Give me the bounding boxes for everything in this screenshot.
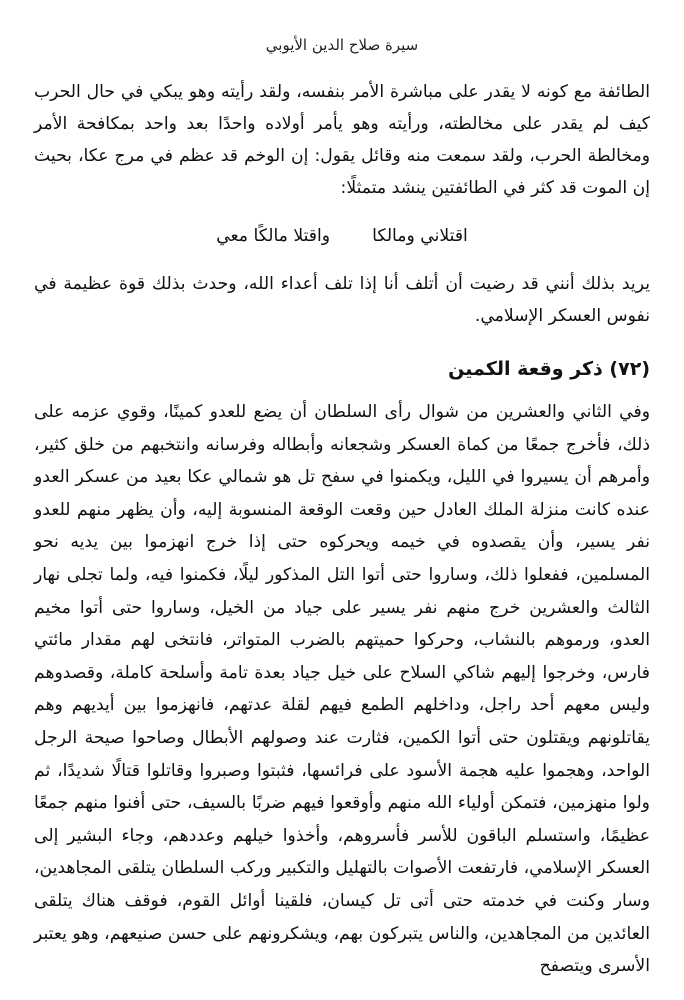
paragraph-1: الطائفة مع كونه لا يقدر على مباشرة الأمر بنفسه، ولقد رأيته وهو يبكي في حال الحرب كيف لم يقدر على مخالطته، ورأيته وهو يأمر أولاده واحدًا بعد واحد بمكافحة الأمر ومخالطة الحرب، ولقد سمعت منه وقائل يقول: إن الوخم قد عظم في مرج عكا، بحيث إن الموت قد كثر في الطائفتين ينشد متمثلًا:	[34, 82, 650, 198]
poetry-verse	[34, 220, 650, 252]
section-heading: (٧٢) ذكر وقعة الكمين	[448, 358, 650, 380]
verse-second-hemistich: واقتلا مالكًا معي	[216, 226, 331, 246]
paragraph-3: وفي الثاني والعشرين من شوال رأى السلطان أن يضع للعدو كمينًا، وقوي عزمه على ذلك، فأخرج جمعًا من كماة العسكر وشجعانه وأبطاله وفرسانه وانتخبهم من خلق كثير، وأمرهم أن يسيروا في الليل، ويكمنوا في سفح تل هو شمالي عكا بعيد من عسكر العدو عنده كانت منزلة الملك العادل حين وقعت الوقعة المنسوبة إليه، وأن يظهر منهم للعدو نفر يسير، وأن يقصدوه في خيمه ويحركوه حتى إذا خرج انهزموا بين يديه نحو المسلمين، ففعلوا ذلك، وساروا حتى أتوا التل المذكور ليلًا، فكمنوا فيه، ولما تجلى نهار الثالث والعشرين خرج منهم نفر يسير على جياد من الخيل، وساروا حتى أتوا مخيم العدو، ورموهم بالنشاب، وحركوا حميتهم بالضرب المتواتر، فانتخى لهم مقدار مائتي فارس، وخرجوا إليهم شاكي السلاح على خيل جياد بعدة تامة وأسلحة كاملة، وقصدوهم وليس معهم أحد راجل، وداخلهم الطمع فيهم لقلة عدتهم، فانهزموا بين أيديهم وهم يقاتلونهم ويقتلون حتى أتوا الكمين، فثارت عند وصولهم الأبطال وصاحوا صيحة الرجل الواحد، وهجموا عليه هجمة الأسود على فرائسها، فثبتوا وصبروا وقاتلوا قتالًا شديدًا، ثم ولوا منهزمين، فتمكن أولياء الله منهم وأوقعوا فيهم ضربًا بالسيف، حتى أفنوا منهم جمعًا عظيمًا، واستسلم الباقون للأسر فأسروهم، وأخذوا خيلهم وعددهم، وجاء البشير إلى العسكر الإسلامي، فارتفعت الأصوات بالتهليل والتكبير وركب السلطان يتلقى المجاهدين، وسار وكنت في خدمته حتى أتى تل كيسان، فلقينا أوائل القوم، فوقف هناك يتلقى العائدين من المجاهدين، والناس يتبركون بهم، ويشكرونهم على حسن صنيعهم، وهو يعتبر الأسرى ويتصفح	[34, 402, 650, 977]
paragraph-2: يريد بذلك أنني قد رضيت أن أتلف أنا إذا تلف أعداء الله، وحدث بذلك قوة عظيمة في نفوس العسكر الإسلامي.	[34, 274, 650, 326]
verse-first-hemistich: اقتلاني ومالكا	[372, 226, 468, 246]
running-head: سيرة صلاح الدين الأيوبي	[265, 36, 419, 54]
